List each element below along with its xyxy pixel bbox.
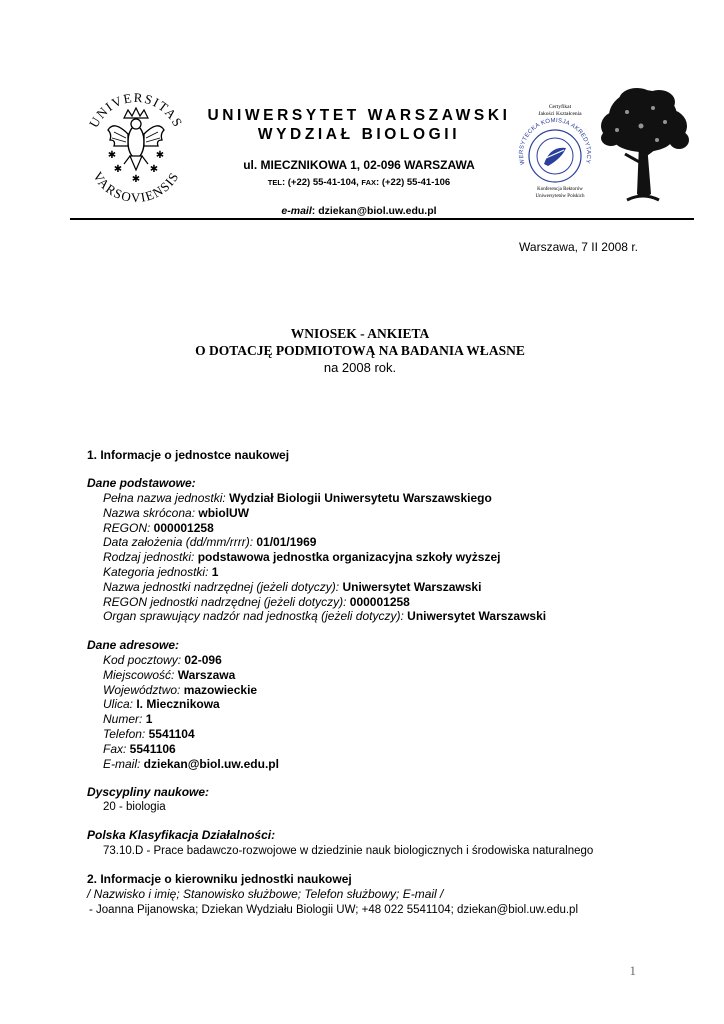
address-row-email: E-mail: dziekan@biol.uw.edu.pl — [103, 756, 279, 771]
university-name — [200, 106, 518, 144]
section-2-heading: 2. Informacje o kierowniku jednostki naukowej — [87, 872, 352, 886]
manager-details: - Joanna Pijanowska; Dziekan Wydziału Biologii UW; +48 022 5541104; dziekan@biol.uw.edu.pl — [89, 904, 579, 916]
address-row-fax: Fax: 5541106 — [103, 741, 176, 756]
cert-ring-text: WERSYTECKA KOMISJA AKREDYTACY — [518, 117, 592, 166]
cert-text-1: Certyfikat — [548, 104, 572, 110]
basic-row-parent-name: Nazwa jednostki nadrzędnej (jeżeli dotyczy): Uniwersytet Warszawski — [103, 579, 482, 594]
address-row-number: Numer: 1 — [103, 712, 153, 727]
disciplines-value: 20 - biologia — [103, 801, 166, 813]
cert-text-3: Konferencja Rektorów — [537, 187, 583, 192]
cert-text-2: Jakości Kształcenia — [538, 111, 582, 117]
address-row-voivodeship: Województwo: mazowieckie — [103, 682, 258, 697]
title-line-2: O DOTACJĘ PODMIOTOWĄ NA BADANIA WŁASNE — [195, 343, 525, 358]
address-row-street: Ulica: I. Miecznikowa — [103, 697, 220, 712]
address-row-postal-code: Kod pocztowy: 02-096 — [103, 653, 222, 667]
svg-text:✱: ✱ — [149, 164, 159, 175]
address-data-heading: Dane adresowe: — [87, 638, 180, 652]
seal-ring-bottom-text: VARSOVIENSIS — [90, 169, 182, 206]
university-line-1: UNIWERSYTET WARSZAWSKI — [207, 107, 511, 124]
fax-label: FAX — [361, 178, 377, 187]
basic-row-full-name: Pełna nazwa jednostki: Wydział Biologii Uniwersytetu Warszawskiego — [103, 491, 492, 505]
tel-label: TEL — [267, 178, 282, 187]
faculty-line: WYDZIAŁ BIOLOGII — [257, 126, 461, 143]
document-date: Warszawa, 7 II 2008 r. — [519, 240, 638, 254]
faculty-phones — [200, 177, 518, 189]
faculty-email — [200, 205, 518, 217]
document-title — [60, 325, 660, 376]
page-number: 1 — [629, 963, 636, 978]
tree-logo — [597, 82, 691, 208]
svg-text:✱: ✱ — [131, 174, 141, 185]
seal-ring-top-text: UNIVERSITAS — [85, 89, 187, 131]
svg-text:✱: ✱ — [107, 150, 117, 161]
university-seal-logo — [78, 84, 194, 206]
tel-value: : (+22) 55-41-104, — [281, 177, 362, 188]
faculty-address: ul. MIECZNIKOWA 1, 02-096 WARSZAWA — [243, 158, 475, 172]
accreditation-certificate-logo — [516, 98, 594, 204]
basic-row-unit-type: Rodzaj jednostki: podstawowa jednostka organizacyjna szkoły wyższej — [103, 550, 501, 565]
manager-fields-hint: / Nazwisko i imię; Stanowisko służbowe; Telefon służbowy; E-mail / — [87, 887, 444, 901]
section-1-heading: 1. Informacje o jednostce naukowej — [87, 448, 290, 462]
basic-data-heading: Dane podstawowe: — [87, 476, 196, 490]
title-line-1: WNIOSEK - ANKIETA — [290, 326, 430, 341]
svg-text:✱: ✱ — [113, 164, 123, 175]
disciplines-heading: Dyscypliny naukowe: — [87, 785, 210, 799]
title-line-3: na 2008 rok. — [323, 360, 397, 375]
basic-row-founding-date: Data założenia (dd/mm/rrrr): 01/01/1969 — [103, 535, 317, 550]
email-label: e-mail — [281, 205, 312, 217]
header-divider — [70, 218, 694, 220]
cert-text-4: Uniwersytetów Polskich — [535, 194, 585, 199]
pkd-heading: Polska Klasyfikacja Działalności: — [87, 828, 276, 842]
fax-value: : (+22) 55-41-106 — [376, 177, 451, 188]
basic-row-short-name: Nazwa skrócona: wbiolUW — [103, 505, 250, 520]
basic-row-parent-regon: REGON jednostki nadrzędnej (jeżeli dotyczy): 000001258 — [103, 594, 410, 609]
address-row-city: Miejscowość: Warszawa — [103, 667, 236, 682]
basic-row-regon: REGON: 000001258 — [103, 520, 214, 535]
basic-row-supervisor: Organ sprawujący nadzór nad jednostką (jeżeli dotyczy): Uniwersytet Warszawski — [103, 609, 547, 624]
pkd-value: 73.10.D - Prace badawczo-rozwojowe w dziedzinie nauk biologicznych i środowiska naturalnego — [103, 845, 594, 857]
basic-row-category: Kategoria jednostki: 1 — [103, 565, 219, 579]
svg-text:✱: ✱ — [155, 150, 165, 161]
address-row-phone: Telefon: 5541104 — [103, 727, 195, 741]
email-value: : dziekan@biol.uw.edu.pl — [311, 205, 437, 217]
